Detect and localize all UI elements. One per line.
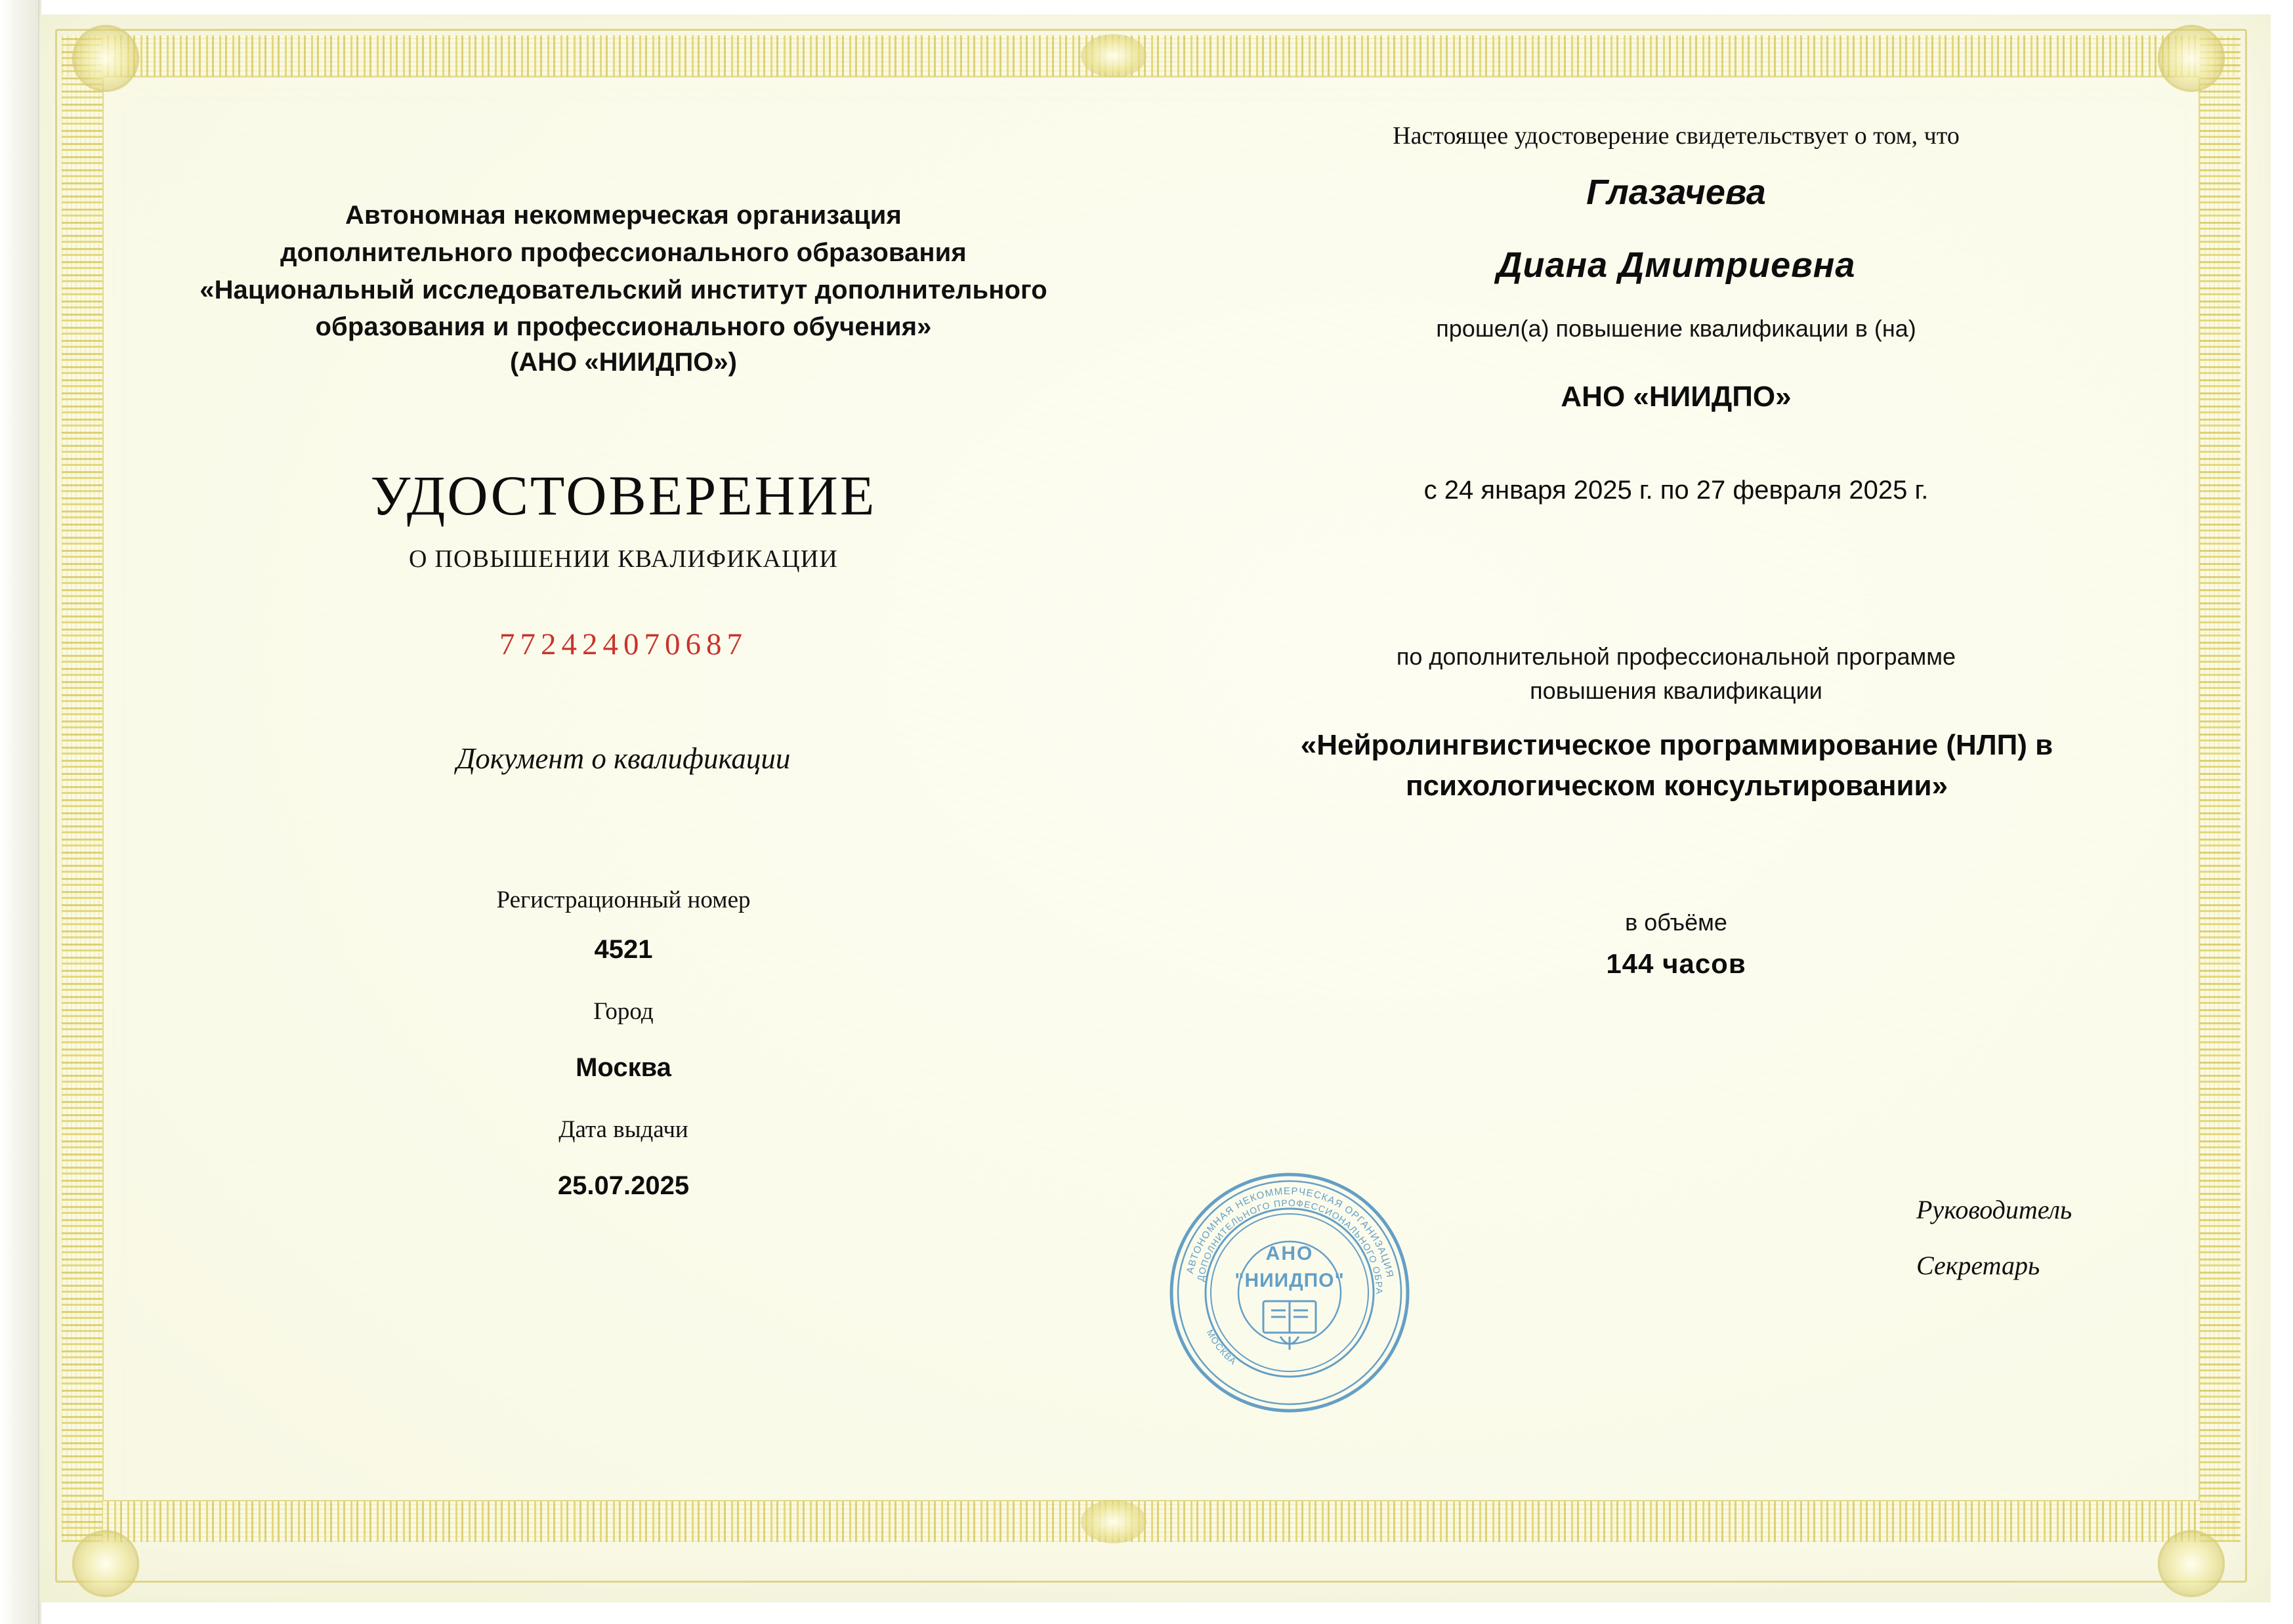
rosette-icon bbox=[2158, 25, 2225, 92]
holder-first-patronymic: Диана Дмитриевна bbox=[1496, 245, 1856, 285]
training-period: с 24 января 2025 г. по 27 февраля 2025 г. bbox=[1423, 476, 1929, 505]
handwritten-signature-icon bbox=[2277, 1142, 2293, 1299]
organization-line-1: Автономная некоммерческая организация bbox=[345, 201, 902, 230]
document-title: УДОСТОВЕРЕНИЕ bbox=[370, 464, 877, 527]
border-band-right bbox=[2200, 35, 2240, 1542]
right-column bbox=[1162, 85, 2191, 1492]
signature-role-secretary: Секретарь bbox=[1916, 1251, 2040, 1280]
program-label bbox=[1162, 640, 2191, 708]
issue-date-value: 25.07.2025 bbox=[557, 1171, 690, 1200]
holder-surname: Глазачева bbox=[1586, 173, 1766, 212]
svg-text:АНО: АНО bbox=[1265, 1243, 1314, 1264]
program-label-line-2: повышения квалификации bbox=[1530, 677, 1822, 705]
rosette-icon bbox=[2158, 1530, 2225, 1597]
volume-label: в объёме bbox=[1625, 909, 1727, 936]
organization-line-3: «Национальный исследовательский институт дополнительного bbox=[200, 275, 1047, 304]
medallion-icon bbox=[1081, 34, 1146, 77]
organization-block bbox=[112, 197, 1135, 346]
document-kind: Документ о квалификации bbox=[456, 742, 791, 775]
svg-text:"НИИДПО": "НИИДПО" bbox=[1234, 1270, 1345, 1291]
program-label-line-1: по дополнительной профессиональной программе bbox=[1396, 643, 1956, 670]
rosette-icon bbox=[72, 1530, 139, 1597]
scan-edge-shadow bbox=[0, 0, 41, 1624]
rosette-icon bbox=[72, 25, 139, 92]
program-name: «Нейролингвистическое программирование (НЛП) в психологическом консультировании» bbox=[1300, 729, 2053, 802]
border-band-left bbox=[62, 35, 102, 1542]
city-label: Город bbox=[593, 998, 654, 1025]
medallion-icon bbox=[1081, 1500, 1146, 1543]
left-column bbox=[112, 85, 1135, 1492]
organization-line-2: дополнительного профессионального образования bbox=[280, 238, 967, 267]
certificate-content bbox=[112, 85, 2191, 1492]
organization-line-4: образования и профессионального обучения» bbox=[315, 312, 932, 342]
organization-abbreviation: (АНО «НИИДПО») bbox=[510, 348, 737, 377]
training-organization: АНО «НИИДПО» bbox=[1561, 381, 1792, 413]
volume-value: 144 часов bbox=[1606, 948, 1746, 979]
registration-number-value: 4521 bbox=[594, 935, 653, 964]
signature-role-head: Руководитель bbox=[1916, 1195, 2072, 1224]
issue-date-label: Дата выдачи bbox=[558, 1116, 688, 1143]
document-subtitle: О ПОВЫШЕНИИ КВАЛИФИКАЦИИ bbox=[408, 545, 839, 573]
registration-number-label: Регистрационный номер bbox=[496, 886, 751, 913]
border-band-bottom bbox=[62, 1501, 2240, 1542]
svg-text:АВТОНОМНАЯ НЕКОММЕРЧЕСКАЯ ОРГА: АВТОНОМНАЯ НЕКОММЕРЧЕСКАЯ ОРГАНИЗАЦИЯ bbox=[1184, 1185, 1396, 1280]
passed-training-line: прошел(а) повышение квалификации в (на) bbox=[1436, 315, 1916, 342]
city-value: Москва bbox=[576, 1053, 671, 1082]
certificate-intro: Настоящее удостоверение свидетельствует о том, что bbox=[1393, 122, 1960, 150]
svg-text:ДОПОЛНИТЕЛЬНОГО ПРОФЕССИОНАЛЬН: ДОПОЛНИТЕЛЬНОГО ПРОФЕССИОНАЛЬНОГО ОБРА bbox=[1195, 1197, 1385, 1295]
blank-number: 772424070687 bbox=[499, 627, 747, 661]
border-band-top bbox=[62, 35, 2240, 76]
svg-text:МОСКВА: МОСКВА bbox=[1204, 1327, 1239, 1367]
